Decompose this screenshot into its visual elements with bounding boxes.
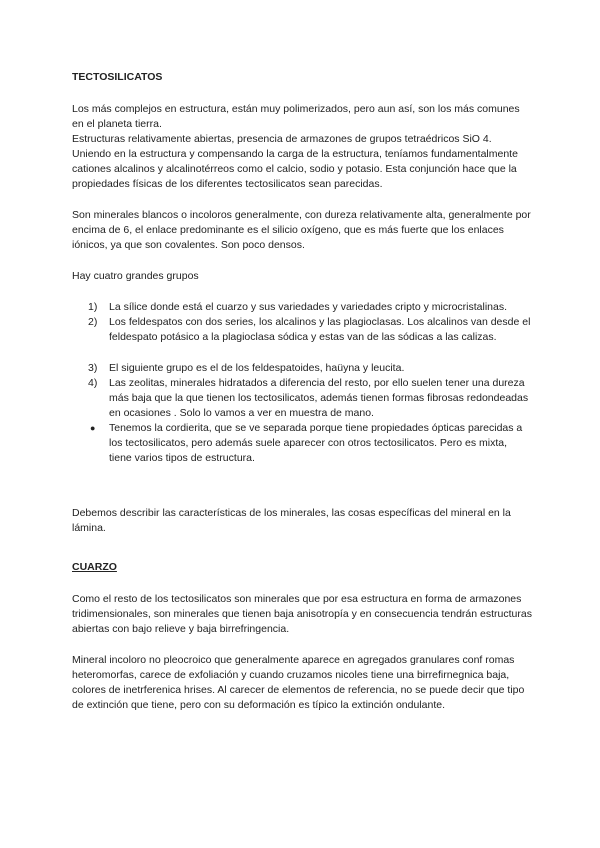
list-marker: 4) (88, 377, 98, 389)
section-title-cuarzo: CUARZO (72, 561, 117, 573)
list-marker: 2) (88, 316, 98, 328)
list-item-text: Tenemos la cordierita, que se ve separada porque tiene propiedades ópticas parecidas a los tectosilicatos, pero además suele aparecer con otros tectosilicatos. Pero es mixta, tiene varios tipos de estructura. (109, 422, 523, 464)
list-item (72, 315, 532, 345)
paragraph: Debemos describir las características de los minerales, las cosas específicas del mineral en la lámina. (72, 507, 511, 534)
paragraph: Mineral incoloro no pleocroico que generalmente aparece en agregados granulares conf romas heteromorfas, carece de exfoliación y cuando cruzamos nicoles tiene una birrefirnegnica baja, colores de inetrferenica hrises. Al carecer de elementos de referencia, no se puede decir que tipo de extinción que tiene, pero con su deformación es típico la extinción ondulante. (72, 654, 525, 711)
section-title-tectosilicatos: TECTOSILICATOS (72, 71, 163, 83)
paragraph: Estructuras relativamente abiertas, presencia de armazones de grupos tetraédricos SiO 4. Uniendo en la estructura y compensando la carga de la estructura, teníamos fundamentalmente cationes alcalinos y alcalinotérreos como el calcio, sodio y potasio. Esta conjunción hace que la propiedades físicas de los diferentes tectosilicatos sean parecidas. (72, 133, 518, 190)
paragraph: Hay cuatro grandes grupos (72, 270, 199, 282)
bullet-icon: ● (90, 423, 96, 433)
list-item-text: Los feldespatos con dos series, los alcalinos y las plagioclasas. Los alcalinos van desde el feldespato potásico a la plagioclasa sódica y estas van de las sódicas a las calizas. (109, 316, 531, 343)
list-item-text: La sílice donde está el cuarzo y sus variedades y variedades cripto y microcristalinas. (109, 301, 508, 313)
list-item-text: Las zeolitas, minerales hidratados a diferencia del resto, por ello suelen tener una dureza más baja que la que tienen los tectosilicatos, además tienen formas fibrosas redondeadas en ocasiones . Solo lo vamos a ver en muestra de mano. (109, 377, 529, 419)
list-marker: 1) (88, 301, 98, 313)
list-item-text: El siguiente grupo es el de los feldespatoides, haüyna y leucita. (109, 362, 405, 374)
paragraph: Los más complejos en estructura, están muy polimerizados, pero aun así, son los más comunes en el planeta tierra. (72, 103, 520, 130)
list-item (72, 361, 532, 376)
list-item (72, 300, 532, 315)
groups-list (72, 300, 532, 466)
paragraph: Son minerales blancos o incoloros generalmente, con dureza relativamente alta, generalmente por encima de 6, el enlace predominante es el silicio oxígeno, que es más fuerte que los enlaces iónicos, ya que son covalentes. Son poco densos. (72, 209, 531, 251)
list-item (72, 421, 532, 466)
paragraph: Como el resto de los tectosilicatos son minerales que por esa estructura en forma de armazones tridimensionales, son minerales que tienen baja anisotropía y en consecuencia tendrán estructuras abiertas con bajo relieve y baja birrefringencia. (72, 593, 532, 635)
list-item (72, 376, 532, 421)
document-body (72, 70, 532, 713)
list-marker: 3) (88, 362, 98, 374)
